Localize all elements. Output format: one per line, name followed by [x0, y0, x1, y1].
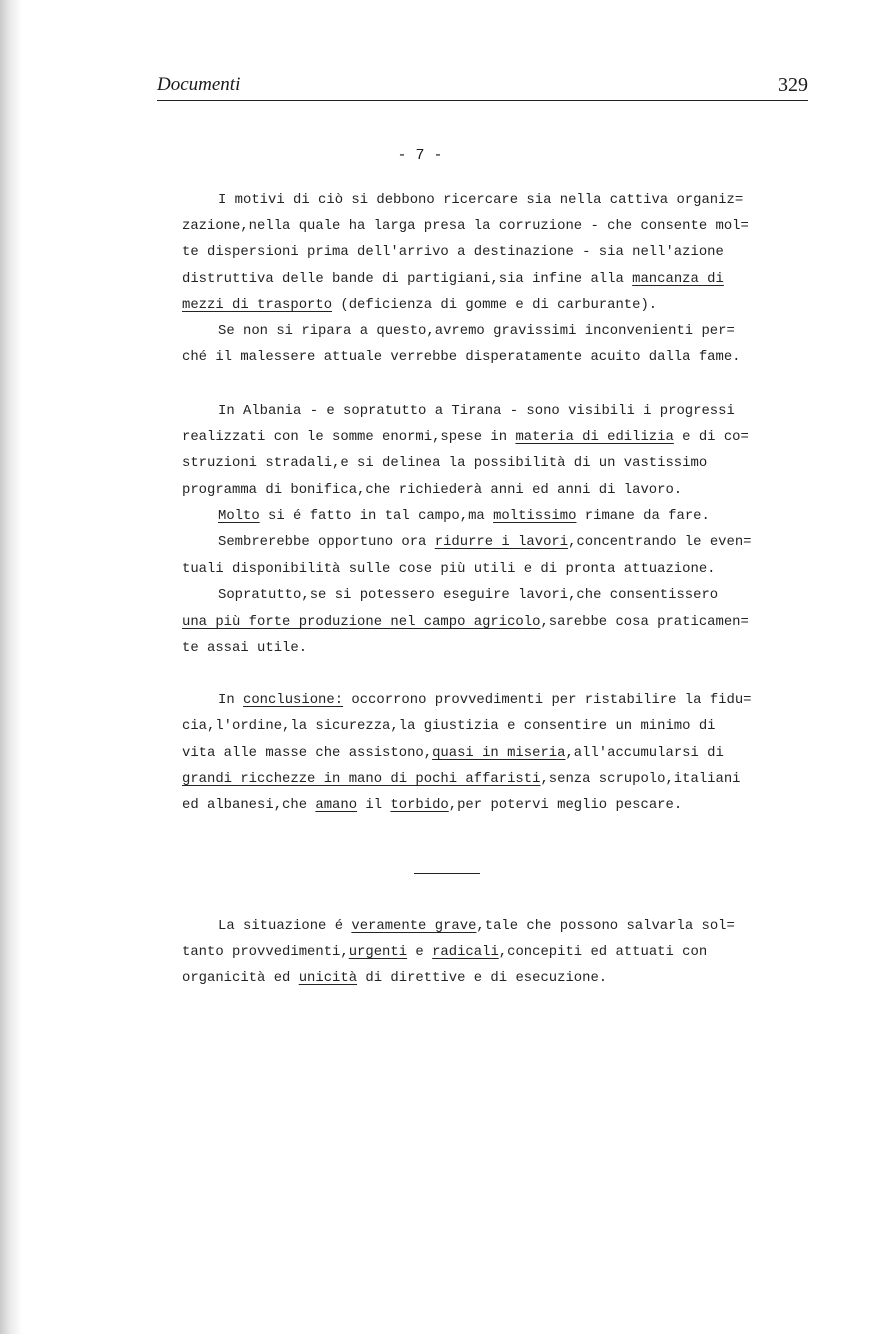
- text-segment: programma di bonifica,che richiederà anni ed anni di lavoro.: [182, 482, 683, 498]
- text-line: [182, 269, 724, 289]
- text-segment: ,senza scrupolo,italiani: [540, 771, 741, 787]
- section-title: Documenti: [157, 74, 241, 95]
- underlined-phrase: materia di edilizia: [515, 429, 674, 445]
- text-line: [182, 559, 716, 579]
- underlined-phrase: ridurre i lavori: [434, 534, 569, 550]
- text-segment: Sembrerebbe opportuno ora: [218, 534, 435, 550]
- underlined-phrase: veramente grave: [351, 918, 477, 934]
- page-edge-shadow: [0, 0, 22, 1334]
- text-segment: te assai utile.: [182, 640, 308, 656]
- text-segment: ,concepiti ed attuati con: [498, 944, 708, 960]
- text-segment: ,concentrando le even=: [568, 534, 752, 550]
- text-segment: struzioni stradali,e si delinea la possibilità di un vastissimo: [182, 455, 708, 471]
- text-line: [182, 453, 707, 473]
- text-segment: realizzati con le somme enormi,spese in: [182, 429, 516, 445]
- text-segment: occorrono provvedimenti per ristabilire la fidu=: [343, 692, 752, 708]
- text-line: [218, 401, 735, 421]
- underlined-phrase: torbido: [390, 797, 449, 813]
- section-divider: [414, 873, 480, 874]
- text-segment: e di co=: [673, 429, 749, 445]
- text-segment: organicità ed: [182, 970, 299, 986]
- underlined-phrase: una più forte produzione nel campo agricolo: [182, 614, 541, 630]
- text-segment: tuali disponibilità sulle cose più utili e di pronta attuazione.: [182, 561, 716, 577]
- text-line: [182, 242, 724, 262]
- underlined-phrase: mancanza di: [632, 271, 724, 287]
- text-segment: vita alle masse che assistono,: [182, 745, 433, 761]
- underlined-phrase: moltissimo: [493, 508, 577, 524]
- text-segment: ,tale che possono salvarla sol=: [476, 918, 735, 934]
- text-line: [218, 532, 752, 552]
- text-segment: ,all'accumularsi di: [565, 745, 724, 761]
- underlined-phrase: quasi in miseria: [432, 745, 566, 761]
- text-line: [218, 190, 743, 210]
- text-line: [182, 743, 724, 763]
- text-line: [182, 612, 749, 632]
- text-line: [218, 506, 710, 526]
- text-line: [182, 638, 307, 658]
- underlined-phrase: amano: [315, 797, 358, 813]
- underlined-phrase: Molto: [218, 508, 260, 524]
- text-segment: I motivi di ciò si debbono ricercare sia nella cattiva organiz=: [218, 192, 744, 208]
- text-segment: (deficienza di gomme e di carburante).: [332, 297, 658, 313]
- text-segment: In Albania - e sopratutto a Tirana - sono visibili i progressi: [218, 403, 735, 419]
- text-line: [218, 916, 735, 936]
- text-line: [218, 321, 735, 341]
- document-page-number: - 7 -: [397, 147, 443, 164]
- text-segment: tanto provvedimenti,: [182, 944, 349, 960]
- text-line: [182, 769, 741, 789]
- text-segment: Sopratutto,se si potessero eseguire lavori,che consentissero: [218, 587, 719, 603]
- text-line: [182, 942, 707, 962]
- running-head: [157, 74, 808, 101]
- text-segment: Se non si ripara a questo,avremo gravissimi inconvenienti per=: [218, 323, 735, 339]
- text-line: [182, 795, 682, 815]
- text-line: [182, 968, 607, 988]
- text-segment: il: [357, 797, 391, 813]
- text-segment: ,per potervi meglio pescare.: [448, 797, 683, 813]
- text-line: [218, 690, 752, 710]
- page-number: 329: [778, 74, 808, 96]
- text-segment: zazione,nella quale ha larga presa la corruzione - che consente mol=: [182, 218, 749, 234]
- text-line: [182, 427, 749, 447]
- text-segment: di direttive e di esecuzione.: [357, 970, 608, 986]
- underlined-phrase: grandi ricchezze in mano di pochi affaristi: [182, 771, 541, 787]
- text-segment: La situazione é: [218, 918, 352, 934]
- underlined-phrase: urgenti: [348, 944, 408, 960]
- text-segment: cia,l'ordine,la sicurezza,la giustizia e consentire un minimo di: [182, 718, 716, 734]
- text-line: [182, 295, 657, 315]
- underlined-phrase: conclusione:: [243, 692, 344, 708]
- text-line: [182, 347, 741, 367]
- text-line: [182, 480, 682, 500]
- text-segment: te dispersioni prima dell'arrivo a destinazione - sia nell'azione: [182, 244, 724, 260]
- text-segment: ed albanesi,che: [182, 797, 316, 813]
- text-segment: distruttiva delle bande di partigiani,sia infine alla: [182, 271, 633, 287]
- underlined-phrase: radicali: [432, 944, 499, 960]
- underlined-phrase: mezzi di trasporto: [182, 297, 333, 313]
- text-line: [182, 716, 716, 736]
- text-line: [218, 585, 718, 605]
- text-segment: si é fatto in tal campo,ma: [259, 508, 494, 524]
- text-segment: e: [407, 944, 433, 960]
- text-segment: ché il malessere attuale verrebbe disperatamente acuito dalla fame.: [182, 349, 741, 365]
- text-segment: ,sarebbe cosa praticamen=: [540, 614, 749, 630]
- text-segment: In: [218, 692, 244, 708]
- underlined-phrase: unicità: [298, 970, 358, 986]
- text-line: [182, 216, 749, 236]
- text-segment: rimane da fare.: [576, 508, 710, 524]
